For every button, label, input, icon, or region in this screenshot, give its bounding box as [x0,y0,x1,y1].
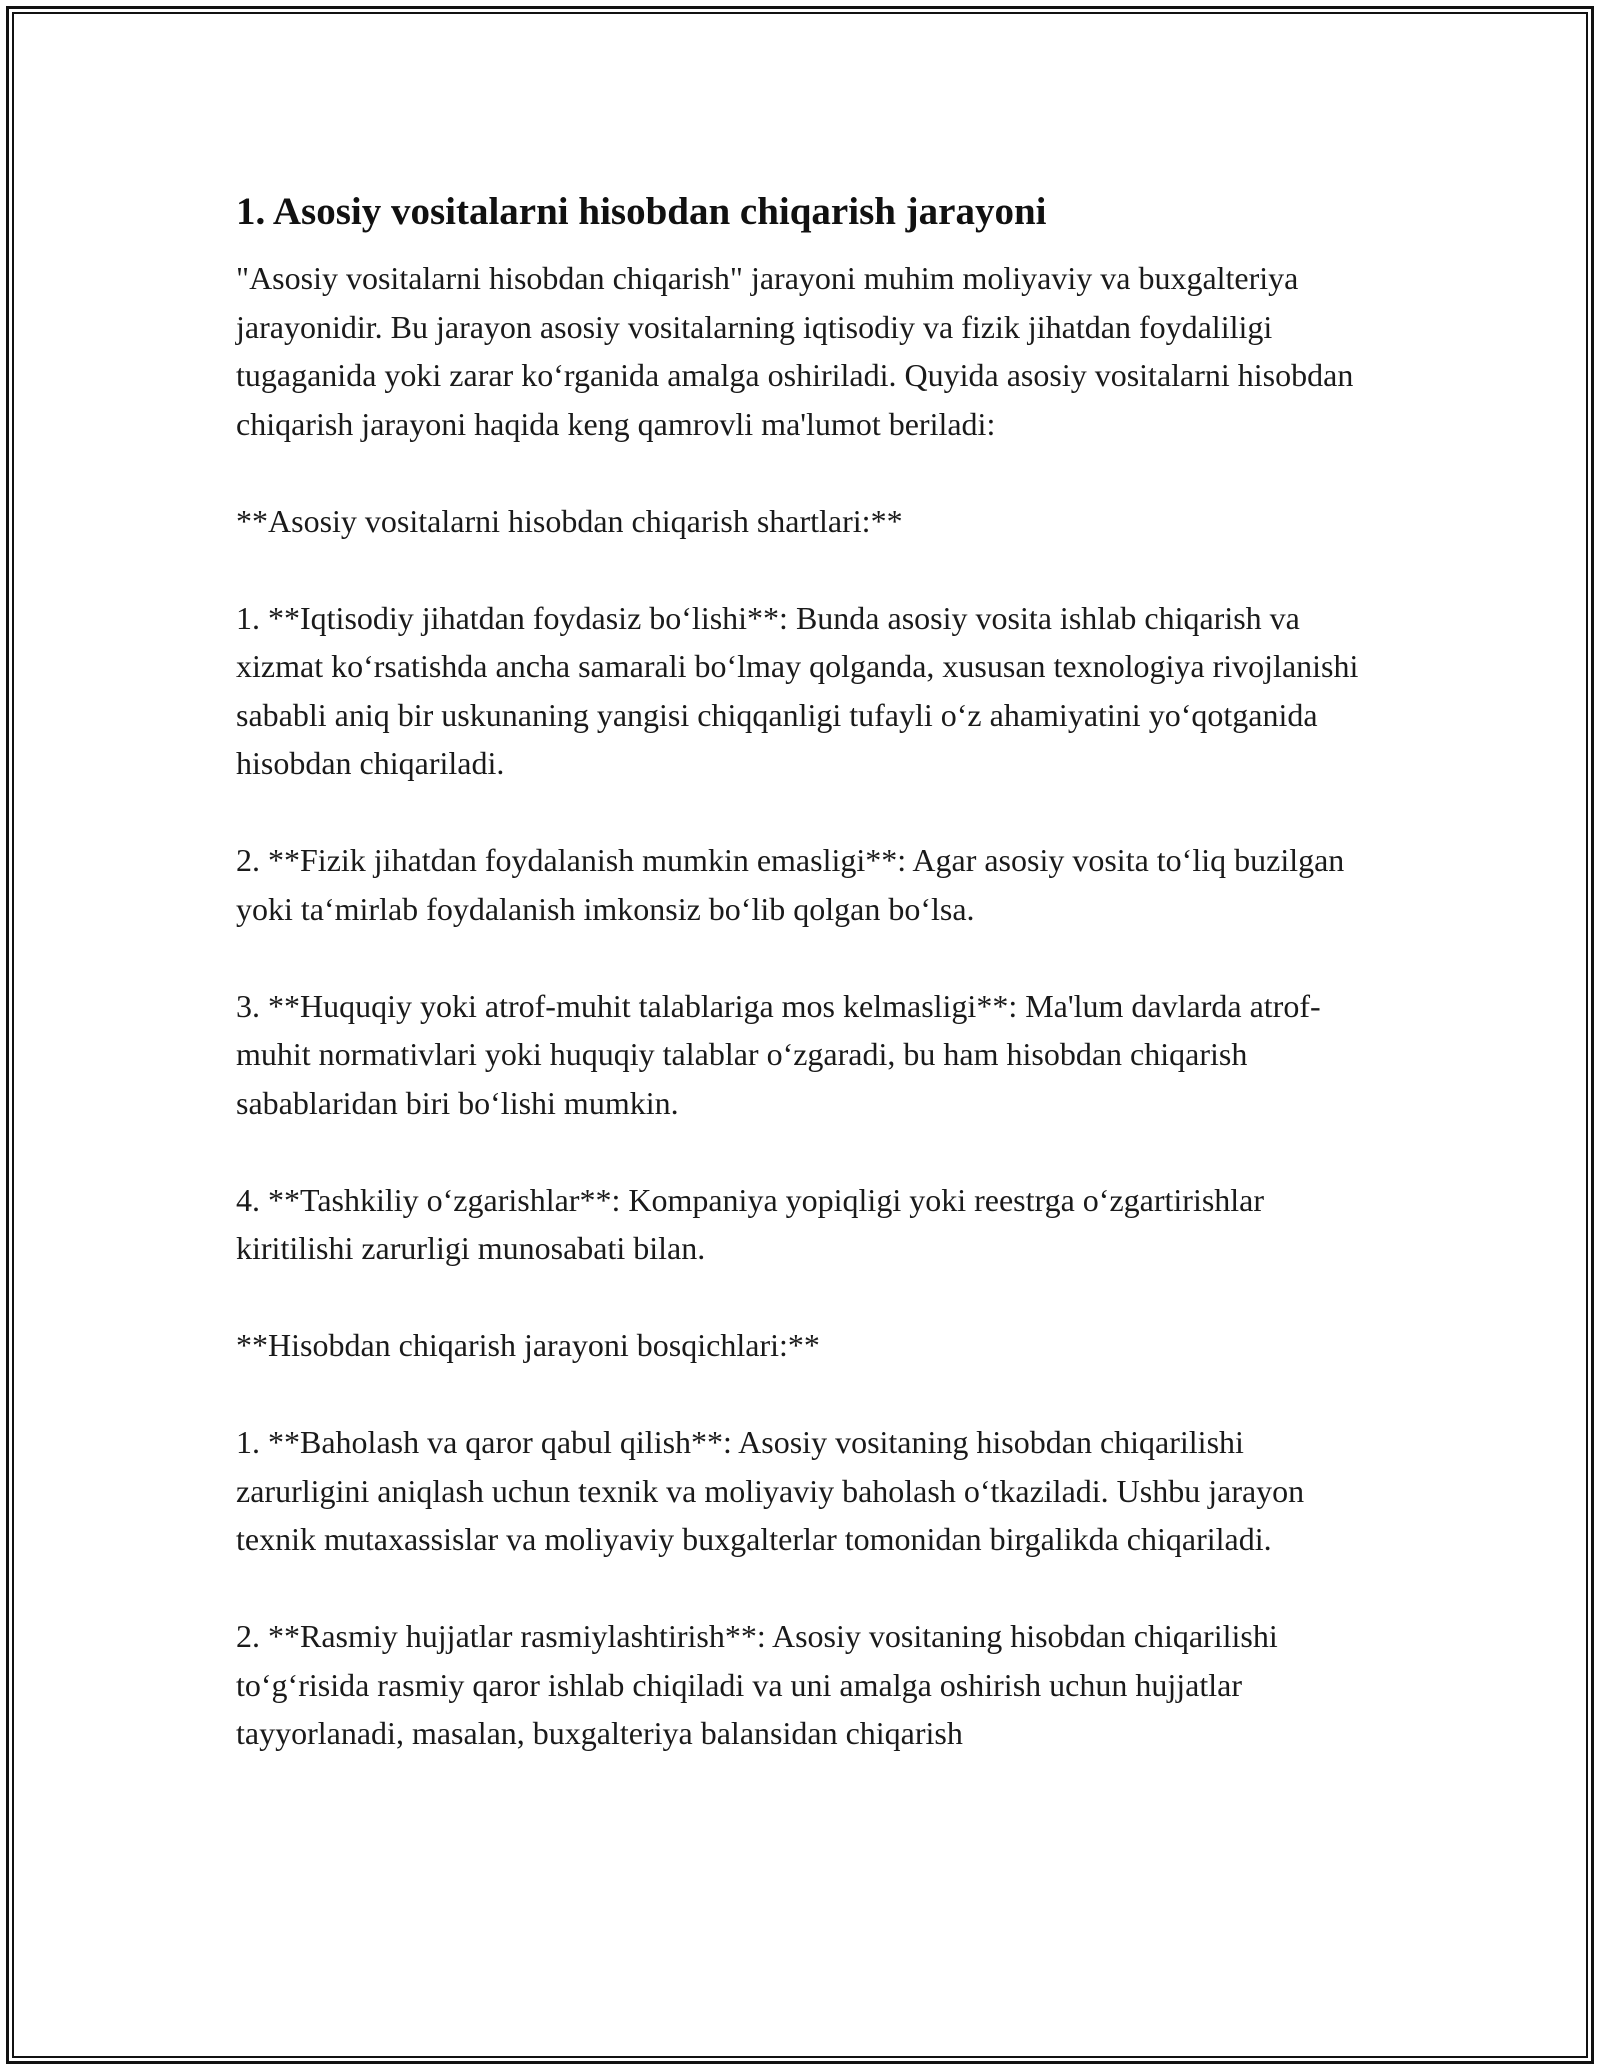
conditions-heading: **Asosiy vositalarni hisobdan chiqarish shartlari:** [236,502,903,539]
condition-item: 3. **Huquqiy yoki atrof-muhit talablariga mos kelmasligi**: Ma'lum davlarda atrof-muhit normativlari yoki huquqiy talablar oʻzgaradi, bu ham hisobdan chiqarish sabablaridan biri boʻlishi mumkin. [236,987,1321,1121]
stages-heading: **Hisobdan chiqarish jarayoni bosqichlari:** [236,1327,820,1363]
condition-item: 1. **Iqtisodiy jihatdan foydasiz boʻlishi**: Bunda asosiy vosita ishlab chiqarish va xizmat koʻrsatishda ancha samarali boʻlmay qolganda, xususan texnologiya rivojlanishi sababli aniq bir uskunaning yangisi chiqqanligi tufayli oʻz ahamiyatini yoʻqotganida hisobdan chiqariladi. [236,599,1359,781]
document-body [236,186,1366,1758]
condition-item: 2. **Fizik jihatdan foydalanish mumkin emasligi**: Agar asosiy vosita toʻliq buzilgan yoki taʻmirlab foydalanish imkonsiz boʻlib qolgan boʻlsa. [236,842,1345,927]
stage-item: 2. **Rasmiy hujjatlar rasmiylashtirish**: Asosiy vositaning hisobdan chiqarilishi toʻgʻrisida rasmiy qaror ishlab chiqiladi va uni amalga oshirish uchun hujjatlar tayyorlanadi, masalan, buxgalteriya balansidan chiqarish [236,1618,1278,1751]
document-title: 1. Asosiy vositalarni hisobdan chiqarish jarayoni [236,190,1047,233]
intro-paragraph: "Asosiy vositalarni hisobdan chiqarish" jarayoni muhim moliyaviy va buxgalteriya jarayonidir. Bu jarayon asosiy vositalarning iqtisodiy va fizik jihatdan foydaliligi tugaganida yoki zarar koʻrganida amalga oshiriladi. Quyida asosiy vositalarni hisobdan chiqarish jarayoni haqida keng qamrovli ma'lumot beriladi: [236,260,1354,442]
stage-item: 1. **Baholash va qaror qabul qilish**: Asosiy vositaning hisobdan chiqarilishi zarurligini aniqlash uchun texnik va moliyaviy baholash oʻtkaziladi. Ushbu jarayon texnik mutaxassislar va moliyaviy buxgalterlar tomonidan birgalikda chiqariladi. [236,1424,1305,1557]
condition-item: 4. **Tashkiliy oʻzgarishlar**: Kompaniya yopiqligi yoki reestrga oʻzgartirishlar kiritilishi zarurligi munosabati bilan. [236,1181,1265,1266]
